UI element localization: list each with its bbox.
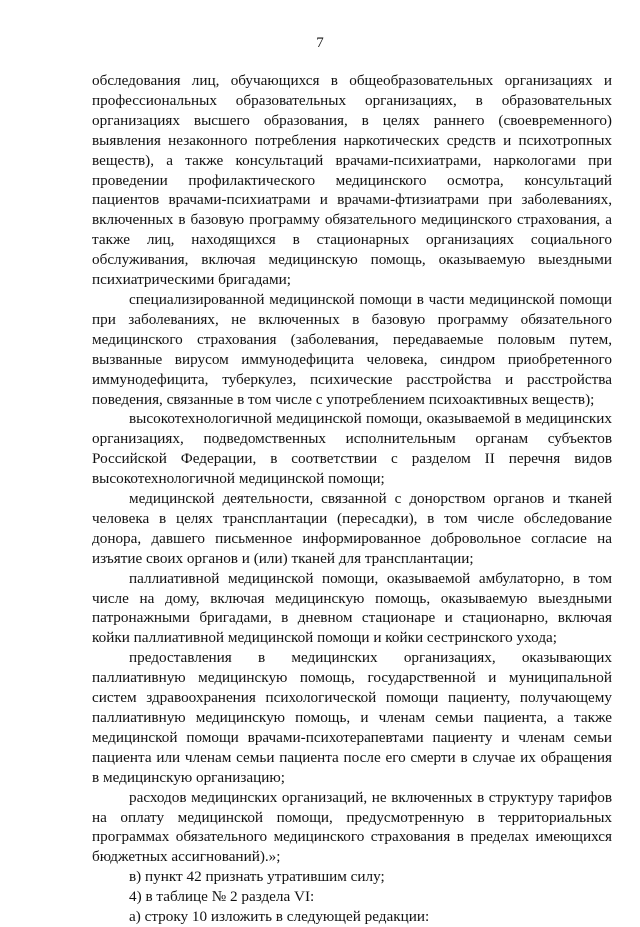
paragraph-expenses: расходов медицинских организаций, не включенных в структуру тарифов на оплату медицинской помощи, предусмотренную в территориальных программах обязательного медицинского страхования в пределах имеющихся бюджетных ассигнований).»; — [92, 788, 612, 866]
paragraph-psychological-help: предоставления в медицинских организациях, оказывающих паллиативную медицинскую помощь, государственной и муниципальной систем здравоохранения психологической помощи пациенту, получающему паллиативную медицинскую помощь, и членам семьи пациента, а также медицинской помощи врачами-психотерапевтами пациенту и членам семьи пациента или членам семьи пациента после его смерти в случае их обращения в медицинскую организацию; — [92, 649, 612, 786]
document-body — [92, 71, 612, 927]
page-number: 7 — [316, 35, 324, 51]
paragraph-specialized-care: специализированной медицинской помощи в части медицинской помощи при заболеваниях, не включенных в базовую программу обязательного медицинского страхования (заболевания, передаваемые половым путем, вызванные вирусом иммунодефицита человека, синдром приобретенного иммунодефицита, туберкулез, психические расстройства и расстройства поведения, связанные в том числе с употреблением психоактивных веществ); — [92, 290, 612, 408]
paragraph-palliative-care: паллиативной медицинской помощи, оказываемой амбулаторно, в том числе на дому, включая медицинскую помощь, оказываемую выездными патронажными бригадами, в дневном стационаре и стационарно, включая койки паллиативной медицинской помощи и койки сестринского ухода; — [92, 569, 612, 647]
paragraph-organ-donation: медицинской деятельности, связанной с донорством органов и тканей человека в целях трансплантации (пересадки), в том числе обследование донора, давшего письменное информированное добровольное согласие на изъятие своих органов и (или) тканей для трансплантации; — [92, 490, 612, 567]
paragraph-item-a: а) строку 10 изложить в следующей редакции: — [129, 908, 430, 926]
paragraph-continued: обследования лиц, обучающихся в общеобразовательных организациях и профессиональных образовательных организациях, в образовательных организациях высшего образования, в целях раннего (своевременного) выявления незаконного потребления наркотических средств и психотропных веществ), а также консультаций врачами-психиатрами, наркологами при проведении профилактического медицинского осмотра, консультаций пациентов врачами-психиатрами и врачами-фтизиатрами при заболеваниях, включенных в базовую программу обязательного медицинского страхования, а также лиц, находящихся в стационарных организациях социального обслуживания, включая медицинскую помощь, оказываемую выездными психиатрическими бригадами; — [92, 72, 612, 289]
paragraph-item-v: в) пункт 42 признать утратившим силу; — [129, 868, 385, 886]
paragraph-item-4: 4) в таблице № 2 раздела VI: — [129, 888, 315, 906]
paragraph-high-tech-care: высокотехнологичной медицинской помощи, оказываемой в медицинских организациях, подведомственных исполнительным органам субъектов Российской Федерации, в соответствии с разделом II перечня видов высокотехнологичной медицинской помощи; — [92, 410, 612, 488]
